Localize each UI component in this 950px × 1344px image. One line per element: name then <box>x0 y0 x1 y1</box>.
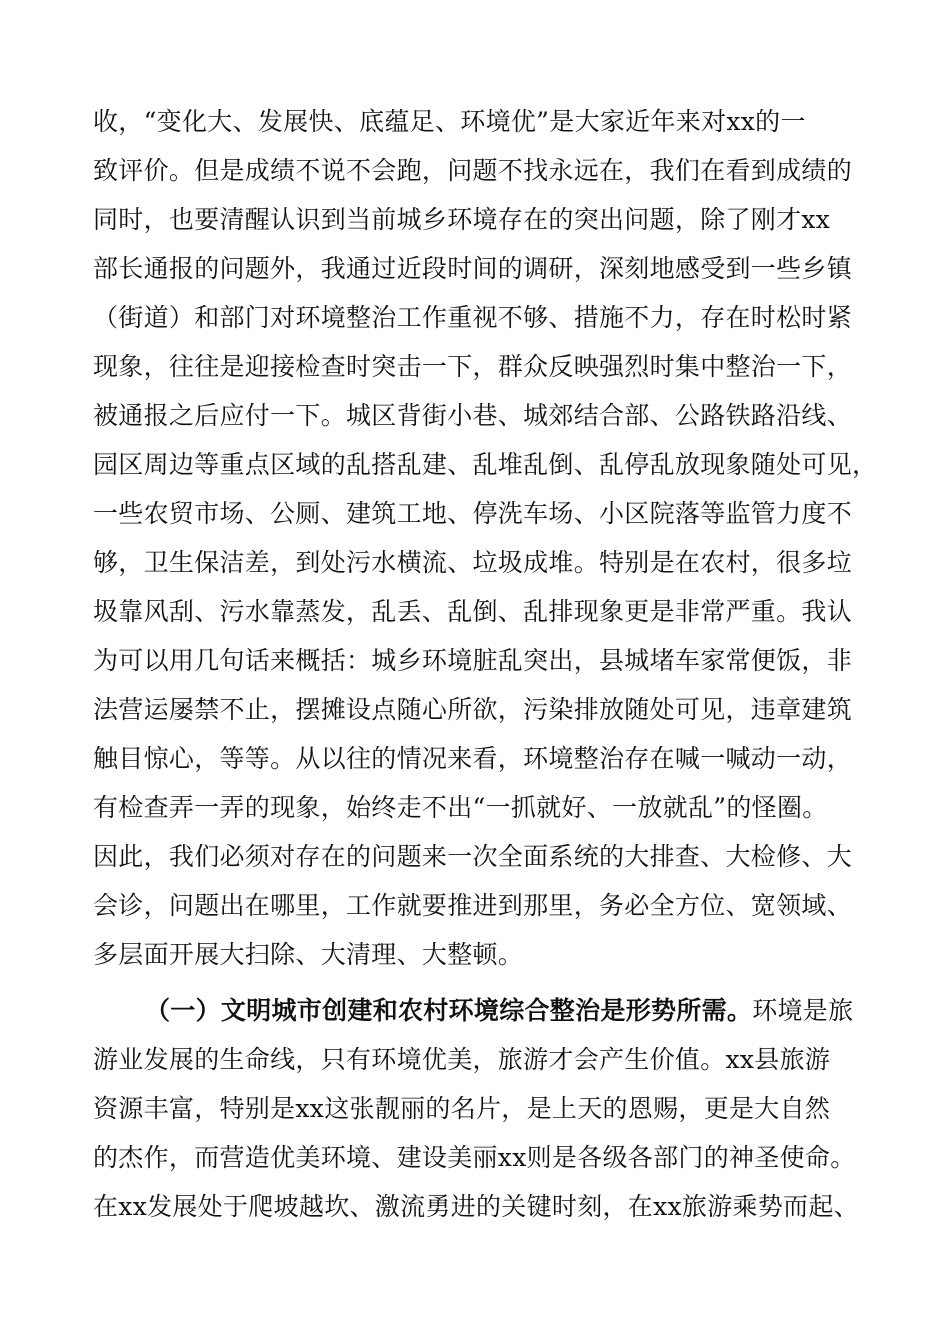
body-text-line: 法营运屡禁不止，摆摊设点随心所欲，污染排放随处可见，违章建筑 <box>93 695 853 724</box>
body-text-line: 被通报之后应付一下。城区背街小巷、城郊结合部、公路铁路沿线、 <box>93 401 853 430</box>
body-text-line: （街道）和部门对环境整治工作重视不够、措施不力，存在时松时紧 <box>93 303 853 332</box>
body-text-line: 游业发展的生命线，只有环境优美，旅游才会产生价值。xx县旅游 <box>93 1045 831 1074</box>
body-text-line: 的杰作，而营造优美环境、建设美丽xx则是各级各部门的神圣使命。 <box>93 1143 856 1172</box>
body-text-line: 同时，也要清醒认识到当前城乡环境存在的突出问题，除了刚才xx <box>93 205 831 234</box>
body-text-line: 为可以用几句话来概括：城乡环境脏乱突出，县城堵车家常便饭，非 <box>93 646 853 675</box>
section-heading-continuation: 环境是旅 <box>752 996 854 1025</box>
body-text-line: 会诊，问题出在哪里，工作就要推进到那里，务必全方位、宽领域、 <box>93 891 853 920</box>
body-text-line: 资源丰富，特别是xx这张靓丽的名片，是上天的恩赐，更是大自然 <box>93 1094 831 1123</box>
section-heading-line <box>145 996 883 1026</box>
body-text-line: 圾靠风刮、污水靠蒸发，乱丢、乱倒、乱排现象更是非常严重。我认 <box>93 597 853 626</box>
body-text-line: 在xx发展处于爬坡越坎、激流勇进的关键时刻，在xx旅游乘势而起、 <box>93 1192 859 1221</box>
body-text-line: 致评价。但是成绩不说不会跑，问题不找永远在，我们在看到成绩的 <box>93 156 853 185</box>
body-text-line: 多层面开展大扫除、大清理、大整顿。 <box>93 940 524 969</box>
body-text-line: 有检查弄一弄的现象，始终走不出“一抓就好、一放就乱”的怪圈。 <box>93 793 828 822</box>
body-text-line: 现象，往往是迎接检查时突击一下，群众反映强烈时集中整治一下， <box>93 352 853 381</box>
body-text-line: 一些农贸市场、公厕、建筑工地、停洗车场、小区院落等监管力度不 <box>93 499 853 528</box>
body-text-line: 收，“变化大、发展快、底蕴足、环境优”是大家近年来对xx的一 <box>93 107 806 136</box>
body-text-line: 因此，我们必须对存在的问题来一次全面系统的大排查、大检修、大 <box>93 842 853 871</box>
body-text-line: 部长通报的问题外，我通过近段时间的调研，深刻地感受到一些乡镇 <box>93 254 853 283</box>
body-text-line: 够，卫生保洁差，到处污水横流、垃圾成堆。特别是在农村，很多垃 <box>93 548 853 577</box>
body-text-line: 园区周边等重点区域的乱搭乱建、乱堆乱倒、乱停乱放现象随处可见， <box>93 450 878 479</box>
section-heading: （一）文明城市创建和农村环境综合整治是形势所需。 <box>145 996 753 1025</box>
body-text-line: 触目惊心，等等。从以往的情况来看，环境整治存在喊一喊动一动， <box>93 744 853 773</box>
